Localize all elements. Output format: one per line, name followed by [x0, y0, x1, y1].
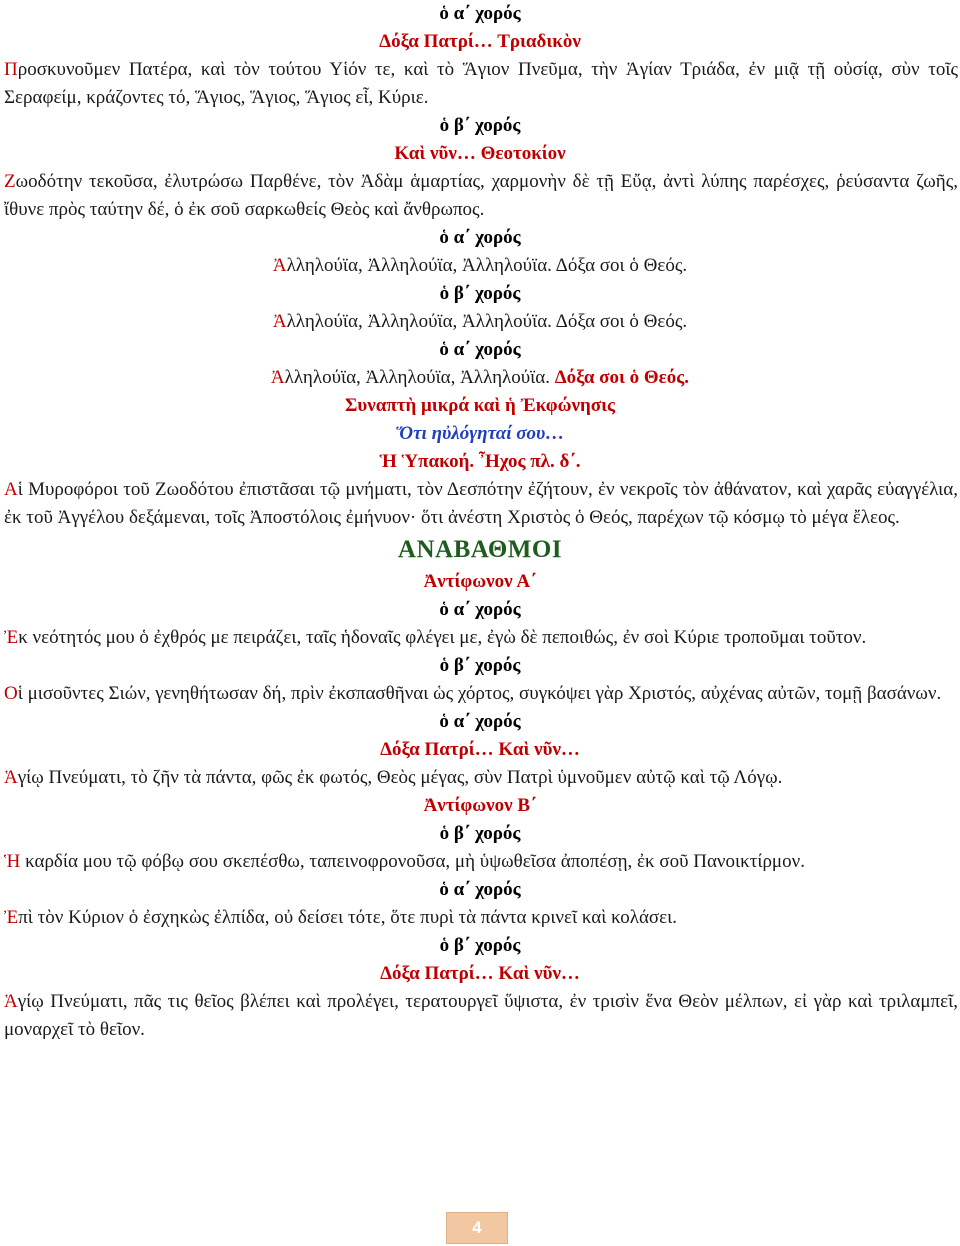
hymn-text: γίῳ Πνεύματι, πᾶς τις θεῖος βλέπει καὶ προλέγει, τερατουργεῖ ὕψιστα, ἐν τρισὶν ἕνα Θεὸν μέλπων, εἰ γὰρ καὶ τριλαμπεῖ, μοναρχεῖ τὸ θεῖον. — [4, 991, 958, 1040]
section-title: ΑΝΑΒΑΘΜΟΙ — [397, 536, 563, 563]
hymn-text: κ νεότητός μου ὁ ἐχθρός με πειράζει, ταῖς ἡδοναῖς φλέγει με, ἐγὼ δὲ πεποιθώς, ἐν σοὶ Κύριε τροποῦμαι τοῦτον. — [18, 627, 867, 648]
rubric-heading-text: Δόξα Πατρί… Καὶ νῦν… — [380, 963, 580, 984]
hymn-text: πὶ τὸν Κύριον ὁ ἐσχηκὼς ἐλπίδα, οὐ δείσει τότε, ὅτε πυρὶ τὰ πάντα κρινεῖ καὶ κολάσει. — [18, 907, 677, 928]
choir-label — [0, 932, 960, 960]
drop-initial: Ἐ — [4, 627, 19, 648]
choir-label-text: ὁ β΄ χορός — [439, 655, 521, 676]
alleluia-verse — [0, 308, 960, 336]
choir-label-text: ὁ α΄ χορός — [439, 599, 521, 620]
choir-label-text: ὁ β΄ χορός — [439, 935, 521, 956]
choir-label — [0, 224, 960, 252]
hymn-paragraph — [0, 680, 960, 708]
rubric-heading-text: Ἡ Ὑπακοή. Ἦχος πλ. δ΄. — [379, 451, 581, 472]
hymn-text: ἱ μισοῦντες Σιών, γενηθήτωσαν δή, πρὶν ἐκσπασθῆναι ὡς χόρτος, συγκόψει γὰρ Χριστός, αὐχένας αὐτῶν, τομῇ βασάνων. — [17, 683, 942, 704]
alleluia-verse — [0, 364, 960, 392]
hymn-paragraph — [0, 56, 960, 112]
choir-label-text: ὁ α΄ χορός — [439, 227, 521, 248]
hymn-text: ἱ Μυροφόροι τοῦ Ζωοδότου ἐπιστᾶσαι τῷ μνήματι, τὸν Δεσπότην ἐζήτουν, ἐν νεκροῖς τὸν ἀθάνατον, καὶ χαρᾶς εὐαγγέλια, ἐκ τοῦ Ἀγγέλου δεξάμεναι, τοῖς Ἀποστόλοις ἐμήνυον· ὅτι ἀνέστη Χριστὸς ὁ Θεός, παρέχων τῷ κόσμῳ τὸ μέγα ἔλεος. — [4, 479, 958, 528]
rubric-heading — [0, 568, 960, 596]
verse-text: λληλούϊα, Ἀλληλούϊα, Ἀλληλούϊα. Δόξα σοι ὁ Θεός. — [286, 255, 688, 276]
hymn-text: καρδία μου τῷ φόβῳ σου σκεπέσθω, ταπεινοφρονοῦσα, μὴ ὑψωθεῖσα ἀποπέσῃ, ἐκ σοῦ Πανοικτίρμον. — [20, 851, 805, 872]
rubric-heading — [0, 960, 960, 988]
choir-label-text: ὁ β΄ χορός — [439, 115, 521, 136]
drop-initial: Ἀ — [272, 311, 287, 332]
choir-label — [0, 708, 960, 736]
rubric-heading — [0, 448, 960, 476]
choir-label — [0, 336, 960, 364]
verse-text: λληλούϊα, Ἀλληλούϊα, Ἀλληλούϊα. — [284, 367, 555, 388]
hymn-paragraph — [0, 904, 960, 932]
rubric-heading — [0, 28, 960, 56]
rubric-heading-text: Ἀντίφωνον Α΄ — [423, 571, 537, 592]
ekphonesis-text: Ὅτι ηὐλόγηταί σου… — [395, 423, 565, 444]
choir-label-text: ὁ α΄ χορός — [439, 339, 521, 360]
drop-initial: Ο — [4, 683, 18, 704]
choir-label — [0, 820, 960, 848]
choir-label-text: ὁ α΄ χορός — [439, 3, 521, 24]
hymn-paragraph — [0, 624, 960, 652]
rubric-heading — [0, 392, 960, 420]
choir-label — [0, 876, 960, 904]
choir-label — [0, 0, 960, 28]
choir-label-text: ὁ α΄ χορός — [439, 711, 521, 732]
verse-doxology: Δόξα σοι ὁ Θεός. — [554, 367, 690, 388]
drop-initial: Ἀ — [270, 367, 285, 388]
hymn-paragraph — [0, 168, 960, 224]
drop-initial: Ἁ — [4, 991, 18, 1012]
choir-label — [0, 652, 960, 680]
ekphonesis — [0, 420, 960, 448]
page-number-badge: 4 — [446, 1212, 508, 1244]
rubric-heading-text: Δόξα Πατρί… Τριαδικὸν — [379, 31, 581, 52]
drop-initial: Ζ — [4, 171, 16, 192]
rubric-heading-text: Δόξα Πατρί… Καὶ νῦν… — [380, 739, 580, 760]
verse-text: λληλούϊα, Ἀλληλούϊα, Ἀλληλούϊα. Δόξα σοι ὁ Θεός. — [286, 311, 688, 332]
choir-label-text: ὁ α΄ χορός — [439, 879, 521, 900]
hymn-text: γίῳ Πνεύματι, τὸ ζῆν τὰ πάντα, φῶς ἐκ φωτός, Θεὸς μέγας, σὺν Πατρὶ ὑμνοῦμεν αὐτῷ καὶ τῷ Λόγῳ. — [17, 767, 783, 788]
choir-label-text: ὁ β΄ χορός — [439, 823, 521, 844]
choir-label-text: ὁ β΄ χορός — [439, 283, 521, 304]
drop-initial: Ἡ — [4, 851, 21, 872]
choir-label — [0, 112, 960, 140]
rubric-heading — [0, 736, 960, 764]
choir-label — [0, 596, 960, 624]
hymn-text: ωοδότην τεκοῦσα, ἐλυτρώσω Παρθένε, τὸν Ἀδὰμ ἁμαρτίας, χαρμονὴν δὲ τῇ Εὔᾳ, ἀντὶ λύπης παρέσχες, ῥεύσαντα ζωῆς, ἴθυνε πρὸς ταύτην δέ, ὁ ἐκ σοῦ σαρκωθείς Θεὸς καὶ ἄνθρωπος. — [4, 171, 958, 220]
hymn-paragraph — [0, 476, 960, 532]
hymn-text: ροσκυνοῦμεν Πατέρα, καὶ τὸν τούτου Υἱόν τε, καὶ τὸ Ἅγιον Πνεῦμα, τὴν Ἁγίαν Τριάδα, ἐν μιᾷ τῇ οὐσίᾳ, σὺν τοῖς Σεραφείμ, κράζοντες τό, Ἅγιος, Ἅγιος, Ἅγιος εἶ, Κύριε. — [4, 59, 958, 108]
rubric-heading-text: Συναπτὴ μικρά καὶ ἡ Ἐκφώνησις — [344, 395, 616, 416]
drop-initial: Ἁ — [4, 767, 18, 788]
drop-initial: Ἀ — [272, 255, 287, 276]
hymn-paragraph — [0, 848, 960, 876]
drop-initial: Α — [4, 479, 18, 500]
hymn-paragraph — [0, 988, 960, 1044]
rubric-heading-text: Καὶ νῦν… Θεοτοκίον — [394, 143, 566, 164]
rubric-heading — [0, 140, 960, 168]
alleluia-verse — [0, 252, 960, 280]
rubric-heading-text: Ἀντίφωνον Β΄ — [423, 795, 537, 816]
hymn-paragraph — [0, 764, 960, 792]
rubric-heading — [0, 792, 960, 820]
choir-label — [0, 280, 960, 308]
drop-initial: Π — [4, 59, 18, 80]
drop-initial: Ἐ — [4, 907, 19, 928]
